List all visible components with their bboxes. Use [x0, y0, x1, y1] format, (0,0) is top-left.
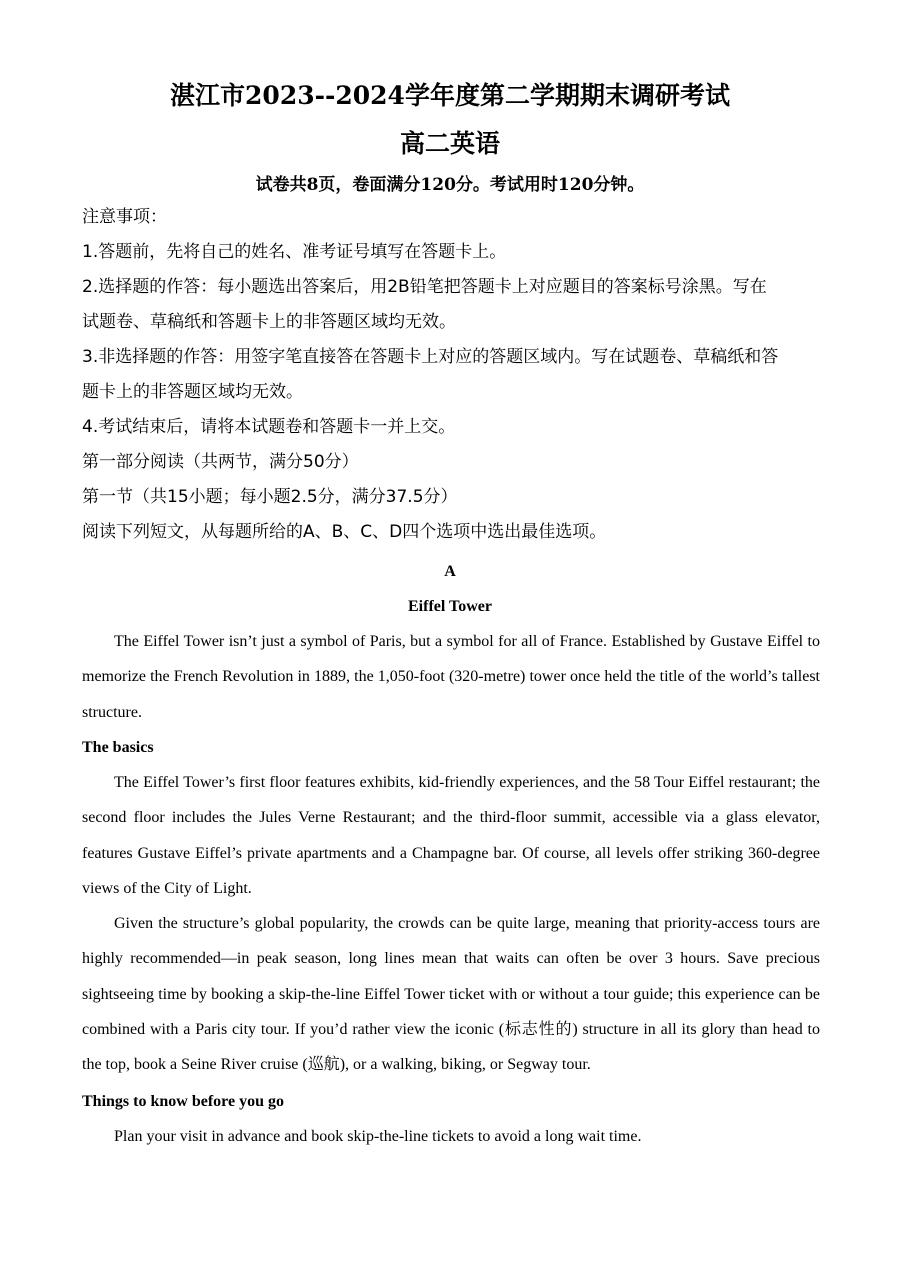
- note-item-4: 4.考试结束后，请将本试题卷和答题卡一并上交。: [82, 417, 456, 437]
- note-item-3-line-1: 3.非选择题的作答：用签字笔直接答在答题卡上对应的答题区域内。写在试题卷、草稿纸和答: [82, 347, 779, 367]
- basics-paragraph-2: Given the structure’s global popularity, the crowds can be quite large, meaning that priority-access tours are highly recommended—in peak season, long lines mean that waits can often be over 3 hours. Save precious sightseeing time by booking a skip-the-line Eiffel Tower ticket with or without a tour guide; this experience can be combined with a Paris city tour. If you’d rather view the iconic (标志性的) structure in all its glory than head to the top, book a Seine River cruise (巡航), or a walking, biking, or Segway tour.: [82, 915, 820, 1074]
- passage-letter: A: [444, 563, 456, 580]
- notes-heading: 注意事项：: [82, 207, 167, 227]
- note-item-2-line-2: 试题卷、草稿纸和答题卡上的非答题区域均无效。: [82, 312, 456, 332]
- passage-title: Eiffel Tower: [408, 598, 492, 615]
- exam-title: 湛江市2023--2024学年度第二学期期末调研考试: [170, 81, 730, 110]
- basics-paragraph-1: The Eiffel Tower’s first floor features exhibits, kid-friendly experiences, and the 58 Tour Eiffel restaurant; the second floor includes the Jules Verne Restaurant; and the third-floor summit, accessible via a glass elevator, features Gustave Eiffel’s private apartments and a Champagne bar. Of course, all levels offer striking 360-degree views of the City of Light.: [82, 774, 820, 897]
- note-item-2-line-1: 2.选择题的作答：每小题选出答案后，用2B铅笔把答题卡上对应题目的答案标号涂黑。写在: [82, 277, 767, 297]
- basics-heading: The basics: [82, 739, 154, 756]
- exam-meta: 试卷共8页，卷面满分120分。考试用时120分钟。: [255, 175, 645, 195]
- reading-instruction: 阅读下列短文，从每题所给的A、B、C、D四个选项中选出最佳选项。: [82, 522, 607, 542]
- basics-section: [82, 765, 820, 1083]
- section-title: 第一节（共15小题；每小题2.5分，满分37.5分）: [82, 487, 458, 507]
- note-item-1: 1.答题前，先将自己的姓名、准考证号填写在答题卡上。: [82, 242, 507, 262]
- passage-intro: [82, 624, 820, 730]
- note-item-3-line-2: 题卡上的非答题区域均无效。: [82, 382, 303, 402]
- know-heading: Things to know before you go: [82, 1093, 284, 1110]
- exam-subject: 高二英语: [399, 129, 500, 158]
- know-paragraph-1: Plan your visit in advance and book skip-the-line tickets to avoid a long wait time.: [114, 1128, 642, 1145]
- know-section: [82, 1119, 820, 1154]
- notes-block: [82, 200, 820, 550]
- part-title: 第一部分阅读（共两节，满分50分）: [82, 452, 359, 472]
- intro-paragraph: The Eiffel Tower isn’t just a symbol of Paris, but a symbol for all of France. Established by Gustave Eiffel to memorize the French Revolution in 1889, the 1,050-foot (320-metre) tower once held the title of the world’s tallest structure.: [82, 633, 820, 721]
